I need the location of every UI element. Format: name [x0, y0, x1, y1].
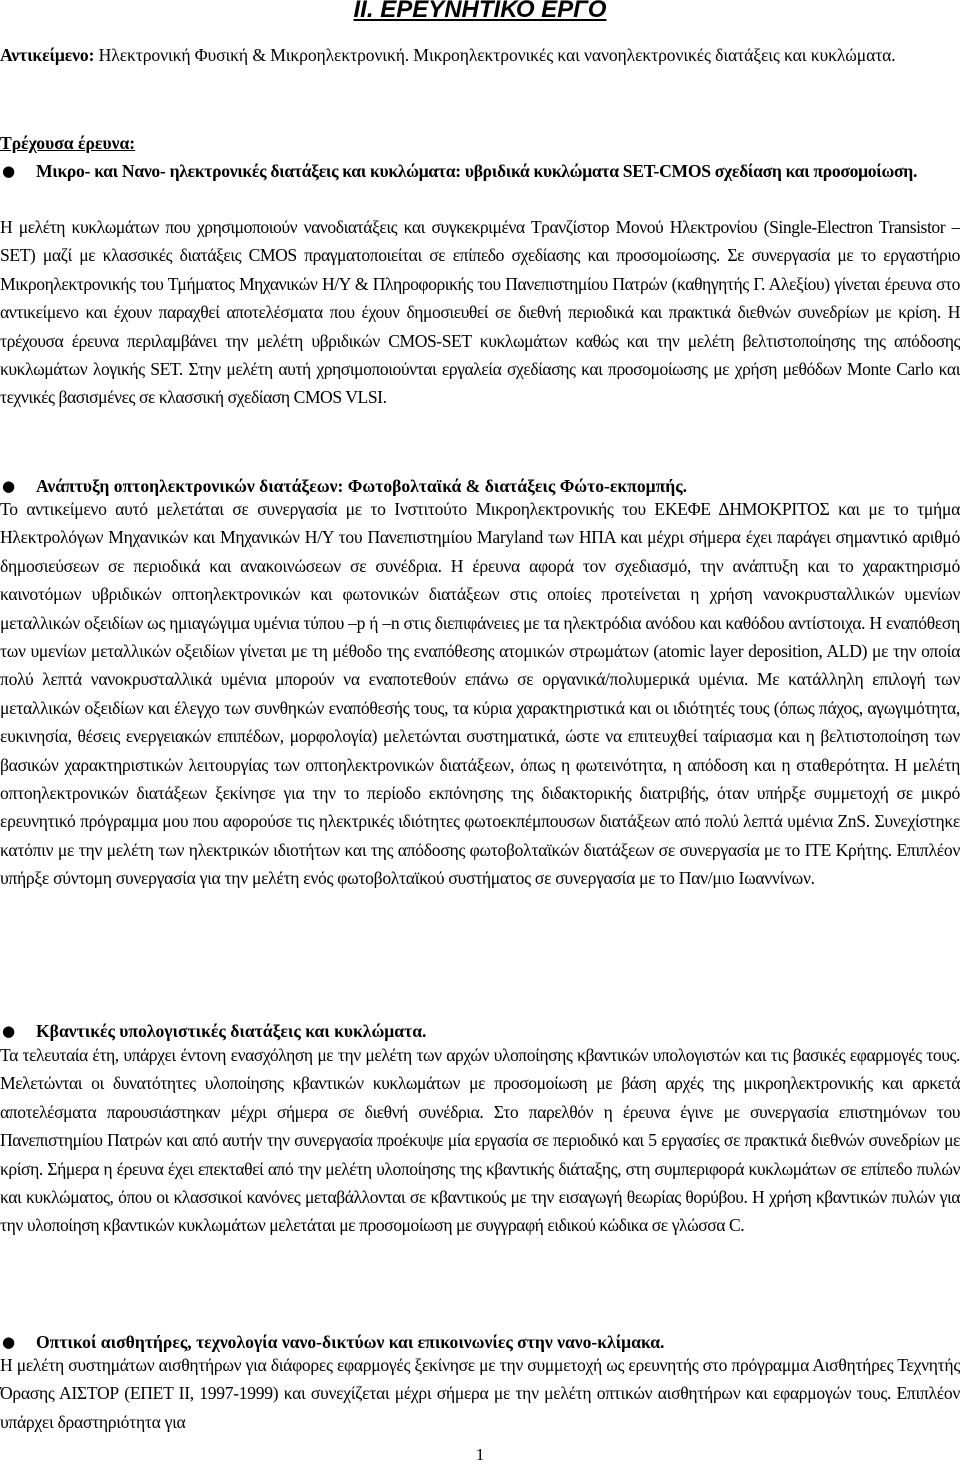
subject-label: Αντικείμενο: — [0, 45, 95, 65]
bullet-icon: ● — [2, 1022, 16, 1040]
section-1-body: Η μελέτη κυκλωμάτων που χρησιμοποιούν νανοδιατάξεις και συγκεκριμένα Τρανζίστορ Μονού Ηλεκτρονίου (Single-Electron Transistor – SET) μαζί με κλασσικές διατάξεις CMOS πραγματοποιείται σε επίπεδο σχεδίασης και προσομοίωσης. Σε συνεργασία με το εργαστήριο Μικροηλεκτρονικής του Τμήματος Μηχανικών Η/Υ & Πληροφορικής του Πανεπιστημίου Πατρών (καθηγητής Γ. Αλεξίου) γίνεται έρευνα στο αντικείμενο και έχουν παραχθεί αποτελέσματα που έχουν δημοσιευθεί σε διεθνή περιοδικά και πρακτικά διεθνών συνεδρίων με κρίση. Η τρέχουσα έρευνα περιλαμβάνει την μελέτη υβριδικών CMOS-SET κυκλωμάτων καθώς και την μελέτη βελτιστοποίησης της απόδοσης κυκλωμάτων λογικής SET. Στην μελέτη αυτή χρησιμοποιούνται εργαλεία σχεδίασης και προσομοίωσης με χρήση μεθόδων Monte Carlo και τεχνικές βασισμένες σε κλασσική σχεδίαση CMOS VLSI. — [0, 217, 960, 408]
page-title: II. ΕΡΕΥΝΗΤΙΚΟ ΕΡΓΟ — [353, 0, 607, 23]
section-3-body: Τα τελευταία έτη, υπάρχει έντονη ενασχόληση με την μελέτη των αρχών υλοποίησης κβαντικών υπολογιστών και τις βασικές εφαρμογές τους. Μελετώνται οι δυνατότητες υλοποίησης κβαντικών κυκλωμάτων με προσομοίωση με βάση αρχές της μικροηλεκτρονικής και αρκετά αποτελέσματα παρουσιάστηκαν μέχρι σήμερα σε διεθνή συνέδρια. Στο παρελθόν η έρευνα έγινε με συνεργασία επιστημόνων του Πανεπιστημίου Πατρών και από αυτήν την συνεργασία προέκυψε μία εργασία σε περιοδικό και 5 εργασίες σε πρακτικά διεθνών συνεδρίων με κρίση. Σήμερα η έρευνα έχει επεκταθεί από την μελέτη υλοποίησης της κβαντικής διάταξης, στη συμπεριφορά κυκλωμάτων σε επίπεδο πυλών και κυκλώματος, όπου οι κλασσικοί κανόνες μεταβάλλονται σε κβαντικούς με την εισαγωγή θεωρίας θορύβου. Η χρήση κβαντικών πυλών για την υλοποίηση κβαντικών κυκλωμάτων μελετάται με προσομοίωση με συγγραφή ειδικού κώδικα σε γλώσσα C. — [0, 1045, 960, 1236]
section-4-body: Η μελέτη συστημάτων αισθητήρων για διάφορες εφαρμογές ξεκίνησε με την συμμετοχή ως ερευνητής στο πρόγραμμα Αισθητήρες Τεχνητής Όρασης ΑΙΣΤΟΡ (ΕΠΕΤ ΙΙ, 1997-1999) και συνεχίζεται μέχρι σήμερα με την μελέτη οπτικών αισθητήρων και εφαρμογών τους. Επιπλέον υπάρχει δραστηριότητα για — [0, 1355, 960, 1432]
section-4-heading-text: Οπτικοί αισθητήρες, τεχνολογία νανο-δικτύων και επικοινωνίες στην νανο-κλίμακα. — [36, 1332, 665, 1352]
current-research-heading: Τρέχουσα έρευνα: — [0, 133, 136, 153]
bullet-icon: ● — [2, 162, 16, 180]
section-1-heading-text: Μικρο- και Νανο- ηλεκτρονικές διατάξεις και κυκλώματα: υβριδικά κυκλώματα SET-CMOS σχεδίαση και προσομοίωση. — [36, 161, 918, 181]
section-3-heading-text: Κβαντικές υπολογιστικές διατάξεις και κυκλώματα. — [36, 1021, 427, 1041]
bullet-icon: ● — [2, 477, 16, 495]
section-2-body: Το αντικείμενο αυτό μελετάται σε συνεργασία με το Ινστιτούτο Μικροηλεκτρονικής του ΕΚΕΦΕ ΔΗΜΟΚΡΙΤΟΣ και με το τμήμα Ηλεκτρολόγων Μηχανικών και Μηχανικών Η/Υ του Πανεπιστημίου Maryland των ΗΠΑ και μέχρι σήμερα έχει παράγει σημαντικό αριθμό δημοσιεύσεων σε περιοδικά και ανακοινώσεων σε συνέδρια. Η έρευνα αφορά τον σχεδιασμό, την ανάπτυξη και το χαρακτηρισμό καινοτόμων υβριδικών οπτοηλεκτρονικών και φωτονικών διατάξεων στις οποίες προτείνεται η χρήση νανοκρυσταλλικών υμενίων μεταλλικών οξειδίων ως ημιαγώγιμα υμένια τύπου –p ή –n στις διεπιφάνειες με τα ηλεκτρόδια ανόδου και καθόδου αντίστοιχα. Η εναπόθεση των υμενίων μεταλλικών οξειδίων γίνεται με τη μέθοδο της εναπόθεσης ατομικών στρωμάτων (atomic layer deposition, ALD) με την οποία πολύ λεπτά νανοκρυσταλλικά υμένια μπορούν να εναποτεθούν επάνω σε οργανικά/πολυμερικά υμένια. Με κατάλληλη επιλογή των μεταλλικών οξειδίων και έλεγχο των συνθηκών εναπόθεσής τους, τα κύρια χαρακτηριστικά και οι ιδιότητές τους (όπως πάχος, αγωγιμότητα, ευκινησία, θέσεις ενεργειακών επιπέδων, μορφολογία) μελετώνται συστηματικά, ώστε να επιτευχθεί ταίριασμα και η βελτιστοποίηση των βασικών χαρακτηριστικών λειτουργίας των οπτοηλεκτρονικών διατάξεων, όπως η φωτεινότητα, η απόδοση και η σταθερότητα. Η μελέτη οπτοηλεκτρονικών διατάξεων ξεκίνησε για την το περίοδο εκπόνησης της διδακτορικής διατριβής, όταν υπήρξε συμμετοχή σε μικρό ερευνητικό πρόγραμμα μου που αφορούσε τις ηλεκτρικές ιδιότητες φωτοεκπέμπουσων διατάξεων από πολύ λεπτά υμένια ZnS. Συνεχίστηκε κατόπιν με την μελέτη των ηλεκτρικών ιδιοτήτων και της απόδοσης φωτοβολταϊκών διατάξεων σε συνεργασία με το ΙΤΕ Κρήτης. Επιπλέον υπήρξε σύντομη συνεργασία για την μελέτη ενός φωτοβολταϊκού συστήματος σε συνεργασία με το Παν/μιο Ιωαννίνων. — [0, 499, 960, 889]
section-1-heading — [0, 157, 960, 213]
bullet-icon: ● — [2, 1333, 16, 1351]
section-2-heading-text: Ανάπτυξη οπτοηλεκτρονικών διατάξεων: Φωτοβολταϊκά & διατάξεις Φώτο-εκπομπής. — [36, 476, 688, 496]
subject-text: Ηλεκτρονική Φυσική & Μικροηλεκτρονική. Μικροηλεκτρονικές και νανοηλεκτρονικές διατάξεις και κυκλώματα. — [94, 45, 896, 65]
page-number: 1 — [475, 1445, 485, 1464]
subject-paragraph — [0, 41, 960, 69]
